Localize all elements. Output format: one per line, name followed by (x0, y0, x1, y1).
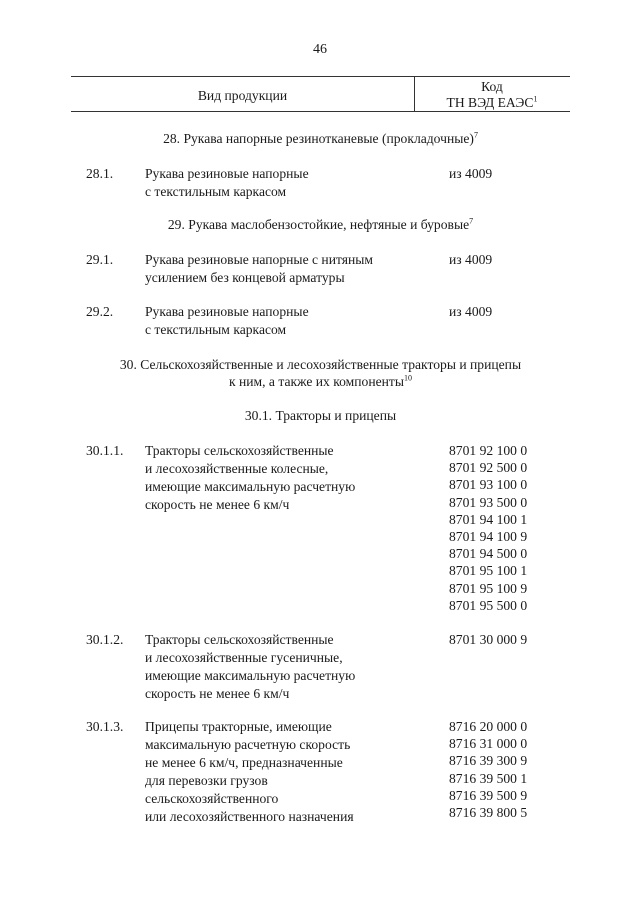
footnote-ref: 7 (469, 216, 474, 226)
item-number: 30.1.3. (86, 719, 124, 734)
item-codes (449, 303, 492, 320)
tn-ved-code: из 4009 (449, 166, 493, 181)
item-description (145, 251, 373, 287)
tn-ved-code: 8701 94 100 9 (449, 529, 528, 545)
tn-ved-code: 8701 92 100 0 (449, 443, 528, 458)
footnote-ref: 1 (533, 93, 538, 103)
item-description (145, 442, 355, 514)
item-codes (449, 718, 527, 821)
section-heading-30 (71, 356, 570, 390)
tn-ved-code: 8701 93 100 0 (449, 477, 528, 493)
item-description (145, 631, 355, 703)
heading-line: к ним, а также их компоненты$^{10}$ (228, 373, 413, 389)
tn-ved-code: 8701 95 100 1 (449, 563, 528, 579)
item-codes (449, 165, 492, 182)
header-product-label: Вид продукции (197, 88, 288, 103)
tn-ved-code: 8716 39 500 1 (449, 770, 528, 786)
description-line: Тракторы сельскохозяйственные (145, 443, 334, 458)
footnote-ref: 7 (473, 130, 478, 140)
description-line: для перевозки грузов (145, 773, 268, 788)
description-line: сельскохозяйственного (145, 791, 279, 806)
description-line: имеющие максимальную расчетную (145, 479, 356, 494)
description-line: и лесохозяйственные колесные, (145, 461, 329, 476)
description-line: скорость не менее 6 км/ч (145, 686, 290, 701)
description-line: не менее 6 км/ч, предназначенные (145, 755, 343, 770)
item-codes (449, 251, 492, 268)
tn-ved-code: 8701 95 100 9 (449, 580, 528, 596)
item-number: 30.1.1. (86, 443, 124, 458)
header-bottom-rule (71, 111, 570, 112)
subsection-heading-30-1: 30.1. Тракторы и прицепы (244, 408, 397, 423)
description-line: Рукава резиновые напорные (145, 304, 309, 319)
description-line: и лесохозяйственные гусеничные, (145, 650, 343, 665)
description-line: максимальную расчетную скорость (145, 737, 351, 752)
description-line: скорость не менее 6 км/ч (145, 497, 290, 512)
description-line: Тракторы сельскохозяйственные (145, 632, 334, 647)
description-line: Рукава резиновые напорные (145, 166, 309, 181)
item-description (145, 303, 309, 339)
footnote-ref: 10 (404, 373, 413, 383)
description-line: Прицепы тракторные, имеющие (145, 719, 332, 734)
item-codes (449, 442, 527, 614)
page-number: 46 (313, 42, 327, 57)
tn-ved-code: 8701 93 500 0 (449, 494, 528, 510)
item-number: 29.2. (86, 304, 114, 319)
header-code-line2: ТН ВЭД ЕАЭС$^1$ (446, 93, 538, 110)
description-line: Рукава резиновые напорные с нитяным (145, 252, 374, 267)
tn-ved-code: 8716 39 500 9 (449, 787, 528, 803)
tn-ved-code: 8701 92 500 0 (449, 460, 528, 476)
item-number: 29.1. (86, 252, 114, 267)
description-line: усилением без концевой арматуры (145, 270, 345, 285)
item-description (145, 165, 309, 201)
tn-ved-code: 8716 39 800 5 (449, 805, 528, 821)
item-description (145, 718, 354, 826)
tn-ved-code: 8716 20 000 0 (449, 719, 528, 734)
description-line: или лесохозяйственного назначения (145, 809, 354, 824)
heading-line: 30. Сельскохозяйственные и лесохозяйственные тракторы и прицепы (119, 357, 522, 372)
section-heading-28: 28. Рукава напорные резинотканевые (прокладочные)$^7$ (163, 130, 478, 146)
tn-ved-code: 8701 94 500 0 (449, 546, 528, 562)
description-line: имеющие максимальную расчетную (145, 668, 356, 683)
header-code-line1: Код (481, 79, 503, 94)
tn-ved-code: 8701 95 500 0 (449, 597, 528, 613)
header-top-rule (71, 76, 570, 77)
tn-ved-code: из 4009 (449, 304, 493, 319)
tn-ved-code: из 4009 (449, 252, 493, 267)
item-number: 28.1. (86, 166, 114, 181)
description-line: с текстильным каркасом (145, 322, 287, 337)
item-codes (449, 631, 527, 648)
tn-ved-code: 8716 31 000 0 (449, 736, 528, 752)
section-heading-29: 29. Рукава маслобензостойкие, нефтяные и буровые$^7$ (167, 216, 474, 232)
header-code-label (414, 79, 570, 110)
tn-ved-code: 8701 94 100 1 (449, 511, 528, 527)
tn-ved-code: 8701 30 000 9 (449, 632, 528, 647)
description-line: с текстильным каркасом (145, 184, 287, 199)
tn-ved-code: 8716 39 300 9 (449, 753, 528, 769)
item-number: 30.1.2. (86, 632, 124, 647)
